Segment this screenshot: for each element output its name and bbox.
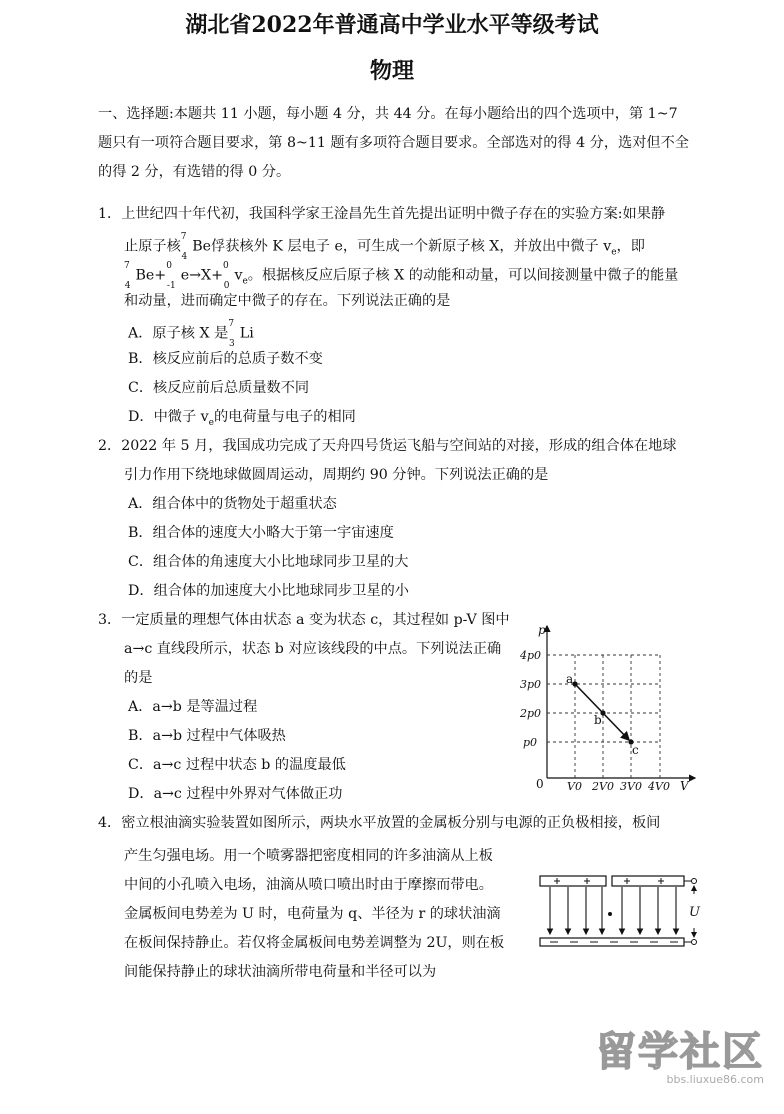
q4-line4: 金属板间电势差为 U 时，电荷量为 q、半径为 r 的球状油滴 — [124, 906, 501, 922]
exam-title: 湖北省2022年普通高中学业水平等级考试 — [185, 12, 599, 38]
q1-line2a: 止原子核 — [124, 238, 181, 255]
voltage-label: U — [689, 905, 700, 920]
q1-option-b[interactable]: B．核反应前后的总质子数不变 — [128, 351, 323, 367]
xlabel: V — [680, 779, 689, 790]
q3-line1: 3．一定质量的理想气体由状态 a 变为状态 c，其过程如 p-V 图中 — [98, 612, 510, 628]
label-b: b — [594, 713, 602, 727]
q4-line5: 在板间保持静止。若仅将金属板间电势差调整为 2U，则在板 — [124, 935, 505, 951]
q3-option-c[interactable]: C．a→c 过程中状态 b 的温度最低 — [128, 757, 346, 773]
q1-line3: $^7_4Be+^0_{-1}e\to X+^0_0v_e$。根据核反应后原子核 X 的动能和动量，可以间接测量中微子的能量 — [124, 261, 679, 291]
ylabel: p — [538, 623, 546, 637]
state-a-point — [572, 681, 577, 686]
millikan-apparatus — [536, 870, 706, 954]
q2-option-c[interactable]: C．组合体的角速度大小比地球同步卫星的大 — [128, 554, 409, 570]
q1-option-d[interactable]: D．中微子 $v_e$的电荷量与电子的相同 — [128, 409, 356, 428]
xtick-2v0: 2V0 — [592, 780, 614, 790]
q1-line1: 1．上世纪四十年代初，我国科学家王淦昌先生首先提出证明中微子存在的实验方案:如果静 — [98, 206, 666, 222]
q1-line3c: v — [234, 267, 243, 284]
be7-nucleus: $^7_4$ — [180, 232, 188, 262]
top-plate-right — [612, 876, 684, 886]
subject-title: 物理 — [369, 58, 414, 84]
ytick-2p0: 2p0 — [520, 707, 542, 720]
xtick-3v0: 3V0 — [620, 780, 642, 790]
q4-line3: 中间的小孔喷入电场，油滴从喷口喷出时由于摩擦而带电。 — [124, 877, 493, 893]
q3-option-b[interactable]: B．a→b 过程中气体吸热 — [128, 728, 286, 744]
q2-option-b[interactable]: B．组合体的速度大小略大于第一宇宙速度 — [128, 525, 394, 541]
field-lines — [550, 887, 676, 934]
xtick-v0: V0 — [567, 780, 582, 790]
q1-line3a: Be+ — [135, 267, 167, 284]
xtick-4v0: 4V0 — [648, 780, 670, 790]
q2-line2: 引力作用下绕地球做圆周运动，周期约 90 分钟。下列说法正确的是 — [124, 467, 549, 483]
q3-line3: 的是 — [124, 670, 153, 686]
q1-option-c[interactable]: C．核反应前后总质量数不同 — [128, 380, 310, 396]
watermark-logo — [596, 1020, 764, 1086]
q4-line2: 产生匀强电场。用一个喷雾器把密度相同的许多油滴从上板 — [124, 848, 493, 864]
q1-option-a[interactable]: A．原子核 X 是$^7_3$Li — [128, 319, 254, 349]
pv-diagram — [520, 620, 700, 790]
top-plate-left — [540, 876, 606, 886]
q2-option-a[interactable]: A．组合体中的货物处于超重状态 — [128, 496, 337, 512]
section1-line2: 题只有一项符合题目要求，第 8~11 题有多项符合题目要求。全部选对的得 4 分，选对但不全 — [98, 135, 689, 151]
oil-drop — [608, 912, 612, 916]
section1-line1: 一、选择题:本题共 11 小题，每小题 4 分，共 44 分。在每小题给出的四个选项中，第 1~7 — [98, 106, 678, 122]
ytick-3p0: 3p0 — [520, 678, 542, 691]
watermark-url: bbs.liuxue86.com — [666, 1073, 764, 1086]
q1-line3b: e→X+ — [180, 267, 223, 284]
ytick-p0: p0 — [523, 736, 538, 749]
q3-option-a[interactable]: A．a→b 是等温过程 — [128, 699, 258, 715]
q2-option-d[interactable]: D．组合体的加速度大小比地球同步卫星的小 — [128, 583, 409, 599]
ytick-4p0: 4p0 — [520, 649, 542, 662]
q1-line2: 止原子核$^7_4$Be俘获核外 K 层电子 e，可生成一个新原子核 X，并放出中微子 $v_e$，即 — [124, 232, 645, 262]
q3-line2: a→c 直线段所示，状态 b 对应该线段的中点。下列说法正确 — [124, 641, 502, 657]
q2-line1: 2．2022 年 5 月，我国成功完成了天舟四号货运飞船与空间站的对接，形成的组合体在地球 — [98, 438, 677, 454]
label-c: c — [632, 743, 639, 757]
q1-line3d: 。根据核反应后原子核 X 的动能和动量，可以间接测量中微子的能量 — [247, 267, 679, 284]
watermark-main: 留学社区 — [596, 1029, 764, 1075]
q1-line4: 和动量，进而确定中微子的存在。下列说法正确的是 — [124, 293, 451, 309]
q1-line2c: ，即 — [616, 238, 645, 255]
q4-line6: 间能保持静止的球状油滴所带电荷量和半径可以为 — [124, 964, 437, 980]
origin-label: 0 — [536, 777, 544, 790]
positive-terminal — [692, 879, 697, 884]
q1-line2b: Be俘获核外 K 层电子 e，可生成一个新原子核 X，并放出中微子 v — [192, 238, 612, 255]
section1-line3: 的得 2 分，有选错的得 0 分。 — [98, 164, 291, 180]
label-a: a — [566, 672, 574, 686]
grid — [547, 655, 660, 778]
negative-terminal — [692, 940, 697, 945]
q4-line1: 4．密立根油滴实验装置如图所示，两块水平放置的金属板分别与电源的正负极相接，板间 — [98, 815, 661, 831]
q3-option-d[interactable]: D．a→c 过程中外界对气体做正功 — [128, 786, 343, 802]
